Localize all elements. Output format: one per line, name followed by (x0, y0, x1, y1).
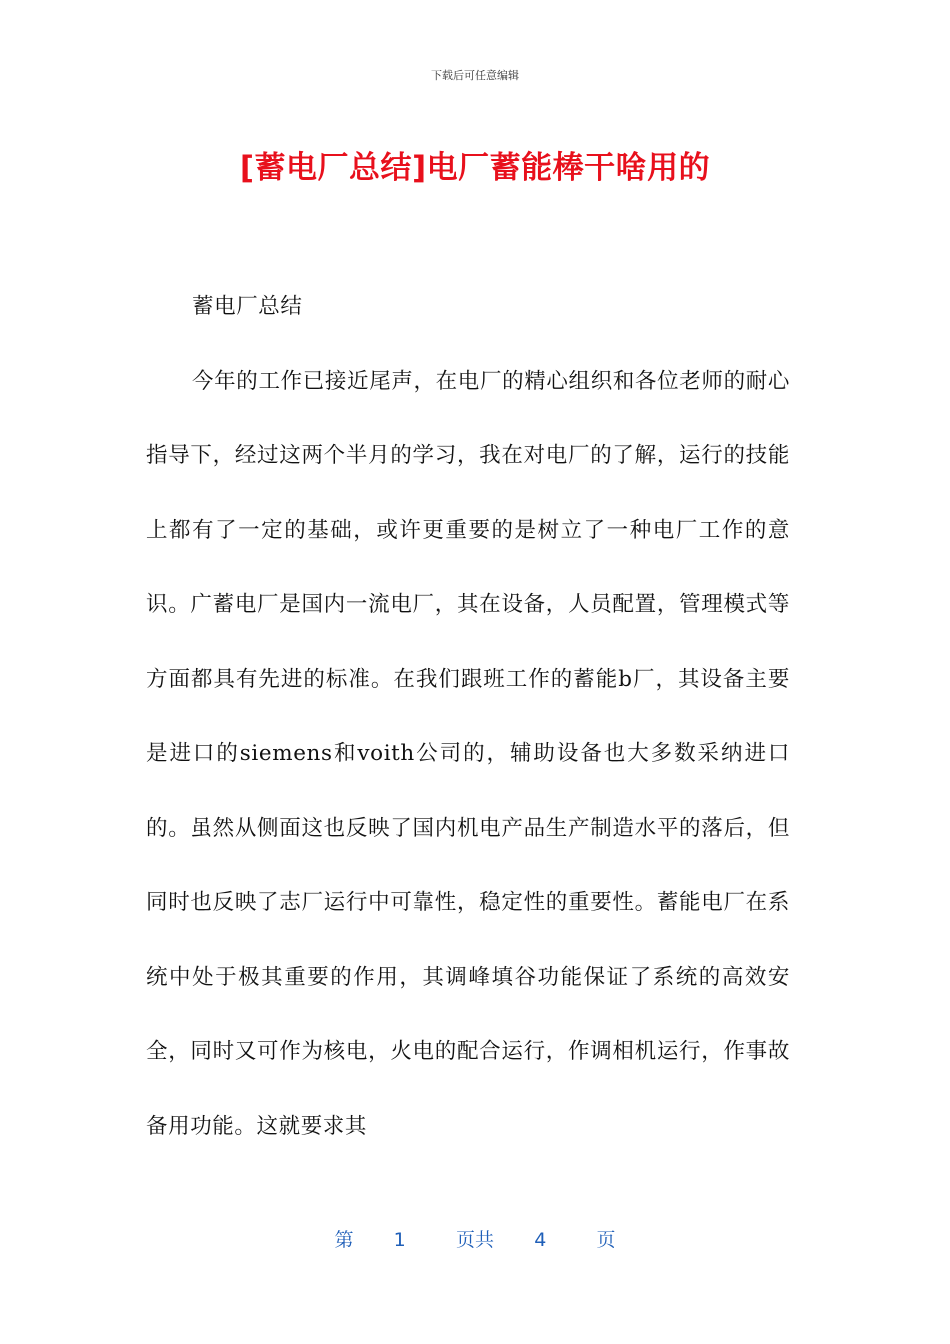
footer-total-pages: 4 (534, 1229, 547, 1251)
paragraph: 今年的工作已接近尾声，在电厂的精心组织和各位老师的耐心指导下，经过这两个半月的学习，我在对电厂的了解，运行的技能上都有了一定的基础，或许更重要的是树立了一种电厂工作的意识。广蓄电厂是国内一流电厂，其在设备，人员配置，管理模式等方面都具有先进的标准。在我们跟班工作的蓄能b厂，其设备主要是进口的siemens和voith公司的，辅助设备也大多数采纳进口的。虽然从侧面这也反映了国内机电产品生产制造水平的落后，但同时也反映了志厂运行中可靠性，稳定性的重要性。蓄能电厂在系统中处于极其重要的作用，其调峰填谷功能保证了系统的高效安全，同时又可作为核电，火电的配合运行，作调相机运行，作事故备用功能。这就要求其 (146, 368, 790, 1139)
footer-page-prefix: 第 (334, 1229, 354, 1251)
footer-current-page: 1 (393, 1229, 406, 1251)
paragraph-heading: 蓄电厂总结 (192, 294, 303, 319)
footer-page-middle: 页共 (455, 1229, 494, 1251)
header-note: 下载后可任意编辑 (431, 69, 519, 82)
document-body (146, 270, 790, 1164)
footer-page-suffix: 页 (596, 1229, 616, 1251)
document-title: [蓄电厂总结]电厂蓄能棒干啥用的 (239, 150, 711, 186)
page-footer (0, 1225, 950, 1252)
